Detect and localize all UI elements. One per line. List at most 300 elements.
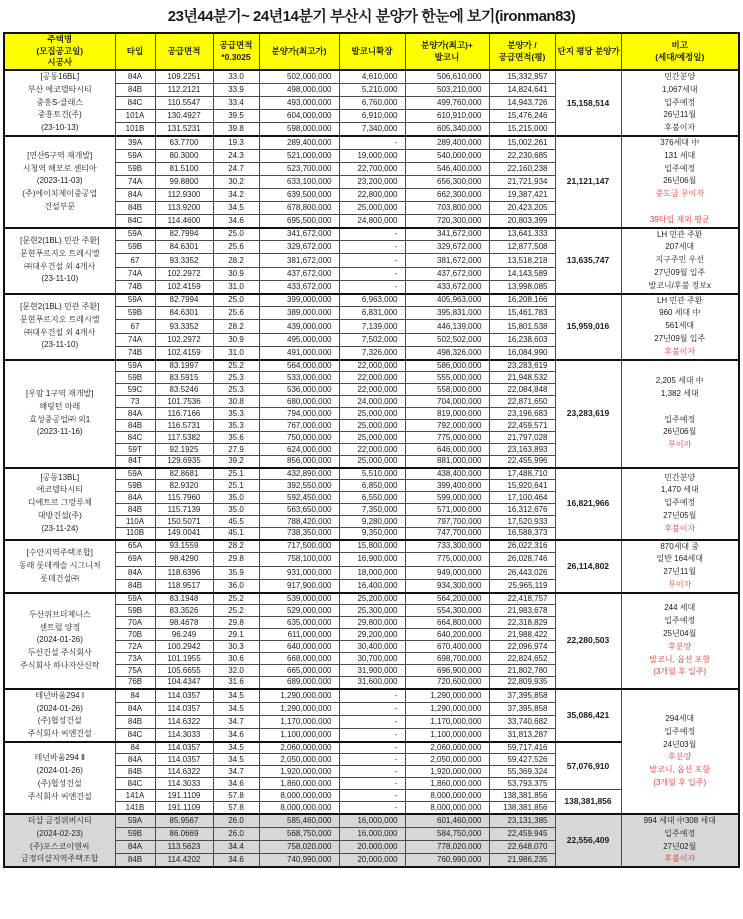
col-header-7: 분양가 / 공급면적(평) xyxy=(489,33,555,70)
cell-supply-area: 101.1955 xyxy=(155,653,213,665)
cell-area-pyeong: 29.8 xyxy=(213,617,259,629)
cell-price-plus-balcony: 2,050,000,000 xyxy=(405,754,489,766)
cell-type: 84C xyxy=(115,214,155,227)
cell-price-plus-balcony: 881,000,000 xyxy=(405,456,489,468)
cell-price-per-pyeong: 55,369,324 xyxy=(489,766,555,778)
cell-price-max: 498,000,000 xyxy=(259,83,339,96)
cell-balcony-ext: - xyxy=(339,729,405,742)
cell-price-max: 564,000,000 xyxy=(259,360,339,372)
cell-type: 84 xyxy=(115,742,155,754)
cell-type: 74B xyxy=(115,346,155,359)
cell-supply-area: 116.5731 xyxy=(155,420,213,432)
cell-price-plus-balcony: 395,831,000 xyxy=(405,307,489,320)
cell-price-max: 624,000,000 xyxy=(259,444,339,456)
cell-balcony-ext: 23,200,000 xyxy=(339,175,405,188)
cell-price-plus-balcony: 778,020,000 xyxy=(405,841,489,854)
cell-type: 59A xyxy=(115,149,155,162)
cell-area-pyeong: 19.3 xyxy=(213,136,259,149)
cell-supply-area: 96.249 xyxy=(155,629,213,641)
cell-price-plus-balcony: 934,300,000 xyxy=(405,579,489,592)
cell-supply-area: 81.5100 xyxy=(155,162,213,175)
cell-balcony-ext: 6,963,000 xyxy=(339,294,405,307)
cell-supply-area: 114.0357 xyxy=(155,689,213,702)
cell-balcony-ext: - xyxy=(339,802,405,814)
cell-area-pyeong: 34.6 xyxy=(213,854,259,867)
complex-name-cell: [문현2(1BL) 민관 주환] 문현푸르지오 트레시엘 ㈜대우건설 외 4개사 (23-11-10) xyxy=(4,294,115,360)
cell-price-max: 392,550,000 xyxy=(259,480,339,492)
cell-supply-area: 84.6301 xyxy=(155,307,213,320)
cell-type: 59T xyxy=(115,444,155,456)
cell-type: 141A xyxy=(115,790,155,802)
cell-supply-area: 98.4678 xyxy=(155,617,213,629)
cell-price-plus-balcony: 1,920,000,000 xyxy=(405,766,489,778)
cell-supply-area: 83.5915 xyxy=(155,372,213,384)
cell-price-max: 289,400,000 xyxy=(259,136,339,149)
cell-price-plus-balcony: 819,000,000 xyxy=(405,408,489,420)
cell-price-plus-balcony: 502,502,000 xyxy=(405,333,489,346)
cell-price-plus-balcony: 498,326,000 xyxy=(405,346,489,359)
cell-type: 84C xyxy=(115,778,155,790)
cell-price-per-pyeong: 13,518,218 xyxy=(489,254,555,267)
cell-price-per-pyeong: 23,163,893 xyxy=(489,444,555,456)
cell-supply-area: 82.7994 xyxy=(155,294,213,307)
cell-supply-area: 82.8681 xyxy=(155,468,213,480)
cell-balcony-ext: 16,000,000 xyxy=(339,814,405,827)
cell-supply-area: 113.9200 xyxy=(155,201,213,214)
cell-type: 72A xyxy=(115,641,155,653)
cell-balcony-ext: 29,200,000 xyxy=(339,629,405,641)
cell-area-pyeong: 24.7 xyxy=(213,162,259,175)
cell-price-plus-balcony: 599,000,000 xyxy=(405,492,489,504)
cell-balcony-ext: 9,280,000 xyxy=(339,516,405,528)
col-header-2: 공급면적 xyxy=(155,33,213,70)
cell-type: 84C xyxy=(115,432,155,444)
cell-balcony-ext: - xyxy=(339,689,405,702)
cell-price-max: 563,650,000 xyxy=(259,504,339,516)
cell-price-plus-balcony: 381,672,000 xyxy=(405,254,489,267)
cell-area-pyeong: 35.3 xyxy=(213,408,259,420)
complex-pyeong-price-cell: 15,158,514 xyxy=(555,70,621,136)
cell-supply-area: 150.5071 xyxy=(155,516,213,528)
cell-type: 84B xyxy=(115,420,155,432)
cell-type: 59B xyxy=(115,307,155,320)
cell-price-per-pyeong: 13,641,333 xyxy=(489,228,555,241)
complex-name-cell: [수안지역주택조합] 동래 롯데캐슬 시그니처 롯데건설㈜ xyxy=(4,540,115,593)
cell-price-max: 788,420,000 xyxy=(259,516,339,528)
cell-price-per-pyeong: 21,983,678 xyxy=(489,605,555,617)
cell-price-max: 678,800,000 xyxy=(259,201,339,214)
cell-price-per-pyeong: 59,427,526 xyxy=(489,754,555,766)
cell-price-per-pyeong: 25,965,119 xyxy=(489,579,555,592)
cell-price-per-pyeong: 21,802,780 xyxy=(489,665,555,677)
cell-price-plus-balcony: 704,000,000 xyxy=(405,396,489,408)
cell-supply-area: 101.7536 xyxy=(155,396,213,408)
col-header-8: 단지 평당 분양가 xyxy=(555,33,621,70)
cell-supply-area: 63.7700 xyxy=(155,136,213,149)
cell-supply-area: 93.3352 xyxy=(155,254,213,267)
cell-price-per-pyeong: 138,381,856 xyxy=(489,790,555,802)
cell-type: 39A xyxy=(115,136,155,149)
cell-balcony-ext: 15,800,000 xyxy=(339,540,405,553)
cell-price-max: 1,290,000,000 xyxy=(259,689,339,702)
cell-price-max: 585,460,000 xyxy=(259,814,339,827)
cell-price-per-pyeong: 15,801,538 xyxy=(489,320,555,333)
page-title: 23년44분기~ 24년14분기 부산시 분양가 한눈에 보기(ironman83) xyxy=(167,8,576,25)
cell-price-per-pyeong: 22,648,070 xyxy=(489,841,555,854)
table-row xyxy=(4,360,739,372)
cell-supply-area: 83.1948 xyxy=(155,593,213,605)
cell-supply-area: 114.3033 xyxy=(155,729,213,742)
cell-supply-area: 102.4159 xyxy=(155,346,213,359)
cell-price-plus-balcony: 797,700,000 xyxy=(405,516,489,528)
cell-supply-area: 80.3000 xyxy=(155,149,213,162)
cell-balcony-ext: 20,000,000 xyxy=(339,841,405,854)
cell-type: 59A xyxy=(115,228,155,241)
cell-price-max: 758,020,000 xyxy=(259,841,339,854)
cell-area-pyeong: 30.9 xyxy=(213,267,259,280)
remark-cell: 2,205 세대 中 1,382 세대 입주예정 26년06월 무이자 xyxy=(621,360,739,468)
cell-type: 84A xyxy=(115,702,155,715)
remark-cell: 870세대 중 일반 164세대 27년11월 무이자 xyxy=(621,540,739,593)
cell-type: 84A xyxy=(115,754,155,766)
complex-name-cell: [연산5구역 재개발] 시청역 해모로 센티아 (2023-11-03) (주)에이치제이중공업 건설부문 xyxy=(4,136,115,228)
cell-price-per-pyeong: 22,455,996 xyxy=(489,456,555,468)
cell-balcony-ext: 7,502,000 xyxy=(339,333,405,346)
cell-price-per-pyeong: 31,813,287 xyxy=(489,729,555,742)
cell-balcony-ext: 25,000,000 xyxy=(339,201,405,214)
cell-area-pyeong: 25.0 xyxy=(213,228,259,241)
cell-supply-area: 115.7960 xyxy=(155,492,213,504)
cell-balcony-ext: - xyxy=(339,715,405,728)
cell-balcony-ext: 25,200,000 xyxy=(339,593,405,605)
cell-price-plus-balcony: 1,860,000,000 xyxy=(405,778,489,790)
cell-price-max: 931,000,000 xyxy=(259,566,339,579)
cell-type: 101B xyxy=(115,123,155,136)
cell-price-max: 536,000,000 xyxy=(259,384,339,396)
cell-price-max: 2,050,000,000 xyxy=(259,754,339,766)
cell-area-pyeong: 25.3 xyxy=(213,384,259,396)
cell-area-pyeong: 31.0 xyxy=(213,346,259,359)
complex-pyeong-price-cell: 26,114,802 xyxy=(555,540,621,593)
cell-price-per-pyeong: 59,717,416 xyxy=(489,742,555,754)
cell-price-max: 794,000,000 xyxy=(259,408,339,420)
cell-balcony-ext: - xyxy=(339,754,405,766)
cell-price-max: 521,000,000 xyxy=(259,149,339,162)
cell-supply-area: 115.7139 xyxy=(155,504,213,516)
complex-name-cell: [공동13BL] 에코델타시티 디에트르 그랑루체 대방건설(주) (23-11-24) xyxy=(4,468,115,540)
cell-price-max: 2,060,000,000 xyxy=(259,742,339,754)
price-table xyxy=(3,32,740,868)
cell-price-max: 8,000,000,000 xyxy=(259,790,339,802)
cell-price-plus-balcony: 747,700,000 xyxy=(405,528,489,540)
cell-price-plus-balcony: 438,400,000 xyxy=(405,468,489,480)
col-header-4: 분양가(최고가) xyxy=(259,33,339,70)
cell-type: 73A xyxy=(115,653,155,665)
cell-area-pyeong: 29.1 xyxy=(213,629,259,641)
cell-area-pyeong: 24.3 xyxy=(213,149,259,162)
cell-supply-area: 86.0669 xyxy=(155,827,213,840)
cell-price-max: 495,000,000 xyxy=(259,333,339,346)
cell-balcony-ext: 5,510,000 xyxy=(339,468,405,480)
cell-area-pyeong: 30.6 xyxy=(213,653,259,665)
cell-balcony-ext: - xyxy=(339,228,405,241)
cell-type: 84B xyxy=(115,579,155,592)
cell-price-per-pyeong: 21,948,532 xyxy=(489,372,555,384)
cell-balcony-ext: 24,000,000 xyxy=(339,396,405,408)
cell-supply-area: 117.5382 xyxy=(155,432,213,444)
cell-type: 110A xyxy=(115,516,155,528)
cell-supply-area: 130.4927 xyxy=(155,110,213,123)
complex-pyeong-price-cell: 15,959,016 xyxy=(555,294,621,360)
cell-supply-area: 112.9300 xyxy=(155,188,213,201)
cell-price-per-pyeong: 138,381,856 xyxy=(489,802,555,814)
cell-supply-area: 83.5246 xyxy=(155,384,213,396)
cell-price-per-pyeong: 22,084,848 xyxy=(489,384,555,396)
cell-area-pyeong: 33.0 xyxy=(213,70,259,83)
cell-type: 84B xyxy=(115,854,155,867)
cell-price-plus-balcony: 506,610,000 xyxy=(405,70,489,83)
cell-price-max: 598,000,000 xyxy=(259,123,339,136)
cell-type: 59B xyxy=(115,827,155,840)
cell-price-per-pyeong: 15,461,783 xyxy=(489,307,555,320)
cell-price-max: 529,000,000 xyxy=(259,605,339,617)
cell-balcony-ext: 19,000,000 xyxy=(339,149,405,162)
cell-area-pyeong: 34.5 xyxy=(213,201,259,214)
cell-balcony-ext: - xyxy=(339,241,405,254)
cell-price-plus-balcony: 696,900,000 xyxy=(405,665,489,677)
table-row xyxy=(4,228,739,241)
cell-type: 84A xyxy=(115,188,155,201)
cell-price-plus-balcony: 775,000,000 xyxy=(405,553,489,566)
cell-balcony-ext: 18,000,000 xyxy=(339,566,405,579)
cell-balcony-ext: 29,800,000 xyxy=(339,617,405,629)
cell-balcony-ext: 7,139,000 xyxy=(339,320,405,333)
cell-price-plus-balcony: 584,750,000 xyxy=(405,827,489,840)
cell-price-per-pyeong: 20,803,399 xyxy=(489,214,555,227)
cell-type: 84A xyxy=(115,566,155,579)
cell-type: 59A xyxy=(115,360,155,372)
cell-area-pyeong: 25.6 xyxy=(213,241,259,254)
cell-area-pyeong: 45.5 xyxy=(213,516,259,528)
cell-price-plus-balcony: 2,060,000,000 xyxy=(405,742,489,754)
cell-area-pyeong: 25.1 xyxy=(213,468,259,480)
cell-supply-area: 149.0041 xyxy=(155,528,213,540)
cell-price-plus-balcony: 720,600,000 xyxy=(405,677,489,689)
cell-price-plus-balcony: 555,000,000 xyxy=(405,372,489,384)
cell-price-per-pyeong: 21,988,422 xyxy=(489,629,555,641)
cell-price-plus-balcony: 540,000,000 xyxy=(405,149,489,162)
cell-price-plus-balcony: 775,000,000 xyxy=(405,432,489,444)
cell-type: 141B xyxy=(115,802,155,814)
cell-type: 59B xyxy=(115,372,155,384)
cell-price-max: 640,000,000 xyxy=(259,641,339,653)
cell-price-max: 437,672,000 xyxy=(259,267,339,280)
cell-type: 84C xyxy=(115,729,155,742)
cell-area-pyeong: 30.9 xyxy=(213,333,259,346)
cell-balcony-ext: - xyxy=(339,766,405,778)
cell-area-pyeong: 39.2 xyxy=(213,456,259,468)
col-header-0: 주택명 (모집공고일) 시공사 xyxy=(4,33,115,70)
cell-price-per-pyeong: 17,488,710 xyxy=(489,468,555,480)
cell-type: 73 xyxy=(115,396,155,408)
cell-type: 84B xyxy=(115,766,155,778)
cell-price-max: 491,000,000 xyxy=(259,346,339,359)
cell-balcony-ext: 6,550,000 xyxy=(339,492,405,504)
cell-type: 59B xyxy=(115,605,155,617)
cell-area-pyeong: 34.5 xyxy=(213,742,259,754)
cell-area-pyeong: 57.8 xyxy=(213,802,259,814)
cell-supply-area: 118.6396 xyxy=(155,566,213,579)
cell-price-per-pyeong: 33,740,682 xyxy=(489,715,555,728)
cell-supply-area: 105.6655 xyxy=(155,665,213,677)
cell-price-max: 635,000,000 xyxy=(259,617,339,629)
complex-pyeong-price-cell: 13,635,747 xyxy=(555,228,621,294)
cell-balcony-ext: 25,000,000 xyxy=(339,432,405,444)
cell-price-plus-balcony: 664,800,000 xyxy=(405,617,489,629)
cell-type: 84B xyxy=(115,83,155,96)
cell-price-plus-balcony: 605,340,000 xyxy=(405,123,489,136)
cell-area-pyeong: 32.0 xyxy=(213,665,259,677)
cell-price-per-pyeong: 22,459,571 xyxy=(489,420,555,432)
table-row xyxy=(4,70,739,83)
cell-price-plus-balcony: 433,672,000 xyxy=(405,280,489,293)
cell-balcony-ext: 16,900,000 xyxy=(339,553,405,566)
cell-price-max: 604,000,000 xyxy=(259,110,339,123)
cell-balcony-ext: 25,000,000 xyxy=(339,420,405,432)
cell-price-plus-balcony: 698,700,000 xyxy=(405,653,489,665)
cell-type: 59A xyxy=(115,468,155,480)
cell-balcony-ext: 30,400,000 xyxy=(339,641,405,653)
cell-price-plus-balcony: 546,400,000 xyxy=(405,162,489,175)
cell-type: 84A xyxy=(115,492,155,504)
cell-price-max: 689,000,000 xyxy=(259,677,339,689)
remark-cell: 민간분양 1,470 세대 입주예정 27년05월 후불이자 xyxy=(621,468,739,540)
cell-supply-area: 114.4202 xyxy=(155,854,213,867)
cell-price-per-pyeong: 15,332,957 xyxy=(489,70,555,83)
complex-pyeong-price-cell: 23,283,619 xyxy=(555,360,621,468)
cell-supply-area: 191.1109 xyxy=(155,790,213,802)
cell-price-max: 399,000,000 xyxy=(259,294,339,307)
cell-area-pyeong: 34.5 xyxy=(213,754,259,766)
table-row xyxy=(4,294,739,307)
cell-type: 74B xyxy=(115,280,155,293)
cell-balcony-ext: 6,831,000 xyxy=(339,307,405,320)
remark-cell: 294세대 입주예정 24년03월 후분양 발코니, 옵션 포함 (3개월 후 입주) xyxy=(621,689,739,814)
complex-pyeong-price-cell: 57,076,910 xyxy=(555,742,621,790)
cell-price-plus-balcony: 1,170,000,000 xyxy=(405,715,489,728)
cell-area-pyeong: 34.4 xyxy=(213,841,259,854)
cell-price-plus-balcony: 446,139,000 xyxy=(405,320,489,333)
cell-price-plus-balcony: 760,990,000 xyxy=(405,854,489,867)
cell-type: 74A xyxy=(115,175,155,188)
cell-price-plus-balcony: 503,210,000 xyxy=(405,83,489,96)
cell-area-pyeong: 34.6 xyxy=(213,778,259,790)
cell-type: 70B xyxy=(115,629,155,641)
cell-balcony-ext: - xyxy=(339,136,405,149)
cell-supply-area: 83.3526 xyxy=(155,605,213,617)
cell-price-max: 767,000,000 xyxy=(259,420,339,432)
cell-area-pyeong: 35.6 xyxy=(213,432,259,444)
cell-area-pyeong: 36.0 xyxy=(213,579,259,592)
cell-price-max: 432,890,000 xyxy=(259,468,339,480)
cell-price-max: 439,000,000 xyxy=(259,320,339,333)
table-row xyxy=(4,689,739,702)
cell-price-max: 668,000,000 xyxy=(259,653,339,665)
cell-price-plus-balcony: 1,100,000,000 xyxy=(405,729,489,742)
cell-price-per-pyeong: 16,084,990 xyxy=(489,346,555,359)
complex-name-cell: 테넌바움294 Ⅰ (2024-01-26) (주)협성건설 주식회사 씨앤건설 xyxy=(4,689,115,742)
cell-supply-area: 82.9320 xyxy=(155,480,213,492)
cell-balcony-ext: - xyxy=(339,280,405,293)
cell-supply-area: 113.5623 xyxy=(155,841,213,854)
cell-supply-area: 191.1109 xyxy=(155,802,213,814)
cell-price-max: 381,672,000 xyxy=(259,254,339,267)
table-row xyxy=(4,468,739,480)
cell-price-max: 917,900,000 xyxy=(259,579,339,592)
cell-price-per-pyeong: 22,096,974 xyxy=(489,641,555,653)
cell-price-max: 611,000,000 xyxy=(259,629,339,641)
cell-price-per-pyeong: 20,423,205 xyxy=(489,201,555,214)
cell-price-max: 8,000,000,000 xyxy=(259,802,339,814)
cell-type: 59B xyxy=(115,162,155,175)
cell-price-max: 750,000,000 xyxy=(259,432,339,444)
cell-area-pyeong: 39.8 xyxy=(213,123,259,136)
cell-area-pyeong: 34.6 xyxy=(213,214,259,227)
cell-area-pyeong: 25.2 xyxy=(213,360,259,372)
remark-cell: LH 민관 주환 960 세대 中 561세대 27년09월 입주 후불이자 xyxy=(621,294,739,360)
cell-supply-area: 131.5231 xyxy=(155,123,213,136)
cell-supply-area: 82.7994 xyxy=(155,228,213,241)
cell-price-plus-balcony: 586,000,000 xyxy=(405,360,489,372)
complex-name-cell: [문현2(1BL) 민관 주환] 문현푸르지오 트레시엘 ㈜대우건설 외 4개사 (23-11-10) xyxy=(4,228,115,294)
cell-price-plus-balcony: 571,000,000 xyxy=(405,504,489,516)
complex-pyeong-price-cell: 22,280,503 xyxy=(555,593,621,689)
cell-balcony-ext: 6,850,000 xyxy=(339,480,405,492)
cell-price-max: 639,500,000 xyxy=(259,188,339,201)
cell-supply-area: 102.4159 xyxy=(155,280,213,293)
complex-name-cell: 두산위브더제니스 센트럴 양정 (2024-01-26) 두산건설 주식회사 주식회사 하나자산신탁 xyxy=(4,593,115,689)
cell-area-pyeong: 57.8 xyxy=(213,790,259,802)
cell-supply-area: 114.0357 xyxy=(155,702,213,715)
cell-area-pyeong: 25.2 xyxy=(213,605,259,617)
cell-price-max: 533,000,000 xyxy=(259,372,339,384)
cell-price-per-pyeong: 37,395,858 xyxy=(489,702,555,715)
cell-supply-area: 93.1559 xyxy=(155,540,213,553)
cell-price-max: 740,990,000 xyxy=(259,854,339,867)
cell-price-per-pyeong: 26,443,026 xyxy=(489,566,555,579)
cell-price-per-pyeong: 16,588,373 xyxy=(489,528,555,540)
cell-type: 84A xyxy=(115,408,155,420)
cell-type: 75A xyxy=(115,665,155,677)
remark-cell: 994 세대 中308 세대 입주예정 27년02월 후불이자 xyxy=(621,814,739,867)
cell-supply-area: 112.2121 xyxy=(155,83,213,96)
cell-price-plus-balcony: 399,400,000 xyxy=(405,480,489,492)
cell-balcony-ext: 16,000,000 xyxy=(339,827,405,840)
cell-type: 84B xyxy=(115,715,155,728)
cell-price-plus-balcony: 662,300,000 xyxy=(405,188,489,201)
cell-area-pyeong: 25.1 xyxy=(213,480,259,492)
cell-balcony-ext: 7,350,000 xyxy=(339,504,405,516)
cell-balcony-ext: 7,326,000 xyxy=(339,346,405,359)
cell-supply-area: 104.4347 xyxy=(155,677,213,689)
cell-price-max: 1,290,000,000 xyxy=(259,702,339,715)
cell-price-per-pyeong: 14,824,641 xyxy=(489,83,555,96)
cell-price-plus-balcony: 1,290,000,000 xyxy=(405,689,489,702)
cell-price-max: 665,000,000 xyxy=(259,665,339,677)
cell-price-plus-balcony: 341,672,000 xyxy=(405,228,489,241)
cell-price-plus-balcony: 499,760,000 xyxy=(405,96,489,109)
cell-type: 84A xyxy=(115,70,155,83)
